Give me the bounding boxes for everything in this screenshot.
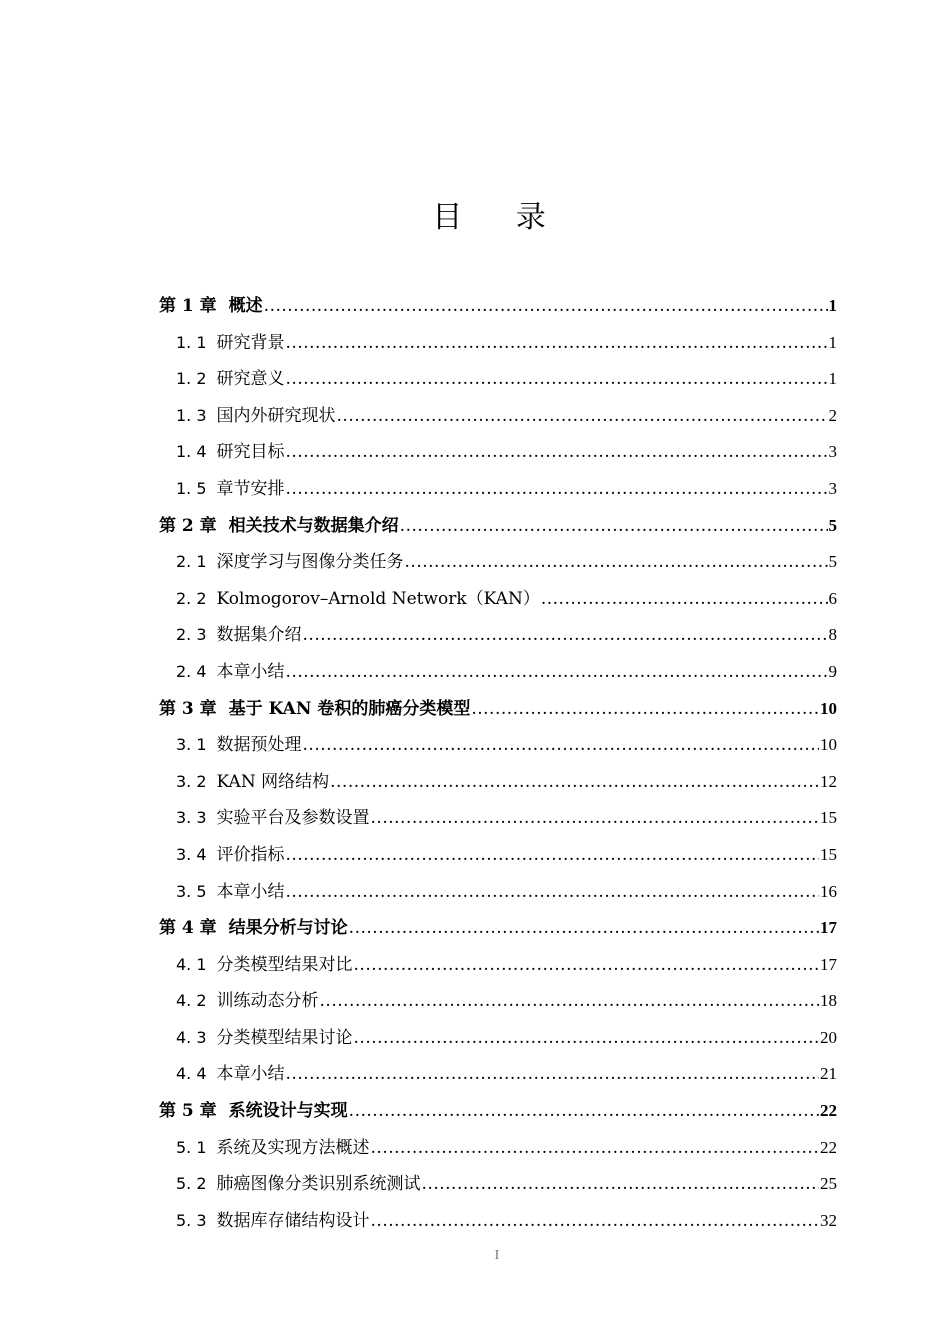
toc-section-entry[interactable]: [159, 874, 837, 911]
toc-dot-leader: [471, 691, 819, 728]
toc-chapter-entry[interactable]: [159, 910, 837, 947]
toc-entry-number: 5. 1: [176, 1137, 207, 1157]
toc-dot-leader: [286, 1056, 819, 1093]
toc-entry-label: 相关技术与数据集介绍: [228, 515, 399, 536]
toc-entry-number: 3. 1: [176, 735, 207, 755]
toc-entry-label: 分类模型结果讨论: [216, 1027, 353, 1048]
toc-entry-page: 15: [820, 844, 837, 864]
toc-section-entry[interactable]: [159, 1056, 837, 1093]
toc-entry-label: Kolmogorov–Arnold Network（KAN）: [216, 588, 540, 609]
toc-dot-leader: [286, 874, 819, 911]
toc-dot-leader: [303, 617, 828, 654]
toc-entry-label: 分类模型结果对比: [216, 954, 353, 975]
toc-entry-label: 本章小结: [216, 881, 285, 902]
toc-section-entry[interactable]: [159, 727, 837, 764]
toc-entry-label: 国内外研究现状: [216, 405, 336, 426]
toc-dot-leader: [371, 800, 819, 837]
toc-dot-leader: [337, 398, 828, 435]
toc-section-entry[interactable]: [159, 398, 837, 435]
toc-section-entry[interactable]: [159, 1130, 837, 1167]
toc-dot-leader: [400, 508, 828, 545]
toc-section-entry[interactable]: [159, 654, 837, 691]
toc-dot-leader: [286, 471, 828, 508]
toc-entry-label: KAN 网络结构: [216, 771, 330, 792]
toc-entry-label: 概述: [228, 296, 263, 316]
toc-dot-leader: [330, 764, 819, 801]
toc-section-entry[interactable]: [159, 581, 837, 618]
toc-dot-leader: [354, 1020, 819, 1057]
toc-entry-page: 22: [820, 1101, 837, 1121]
toc-entry-label: 本章小结: [216, 1064, 285, 1085]
toc-section-entry[interactable]: [159, 471, 837, 508]
toc-dot-leader: [286, 654, 828, 691]
toc-entry-label: 数据预处理: [216, 735, 302, 756]
toc-entry-number: 2. 3: [176, 625, 207, 645]
toc-entry-number: 1. 4: [176, 442, 207, 462]
toc-chapter-entry[interactable]: [159, 1093, 837, 1130]
toc-entry-label: 数据集介绍: [216, 625, 302, 646]
toc-entry-number: 4. 4: [176, 1064, 207, 1084]
toc-entry-page: 5: [828, 515, 837, 535]
toc-section-entry[interactable]: [159, 800, 837, 837]
toc-entry-number: 2. 1: [176, 552, 207, 572]
toc-entry-page: 10: [820, 735, 837, 755]
toc-title: 目 录: [432, 200, 568, 235]
toc-entry-label: 评价指标: [216, 844, 285, 865]
toc-section-entry[interactable]: [159, 837, 837, 874]
toc-dot-leader: [264, 288, 828, 325]
toc-entry-label: 深度学习与图像分类任务: [216, 552, 404, 573]
toc-dot-leader: [286, 361, 828, 398]
toc-entry-label: 研究背景: [216, 332, 285, 353]
toc-entry-page: 12: [820, 771, 837, 791]
toc-list: [159, 288, 837, 1239]
toc-entry-label: 肺癌图像分类识别系统测试: [216, 1174, 421, 1195]
toc-entry-number: 2. 4: [176, 661, 207, 681]
toc-entry-number: 第 4 章: [159, 918, 217, 939]
toc-section-entry[interactable]: [159, 434, 837, 471]
toc-entry-label: 实验平台及参数设置: [216, 808, 370, 829]
toc-dot-leader: [286, 325, 828, 362]
toc-dot-leader: [371, 1130, 819, 1167]
toc-section-entry[interactable]: [159, 983, 837, 1020]
toc-section-entry[interactable]: [159, 1166, 837, 1203]
toc-dot-leader: [303, 727, 819, 764]
toc-dot-leader: [349, 1093, 819, 1130]
toc-entry-number: 3. 4: [176, 844, 207, 864]
toc-entry-number: 第 3 章: [159, 698, 217, 719]
toc-entry-page: 1: [828, 369, 837, 389]
toc-entry-number: 1. 1: [176, 332, 207, 352]
toc-entry-label: 本章小结: [216, 661, 285, 682]
toc-entry-page: 18: [820, 991, 837, 1011]
toc-entry-page: 17: [820, 954, 837, 974]
toc-entry-number: 1. 5: [176, 478, 207, 498]
toc-section-entry[interactable]: [159, 764, 837, 801]
toc-section-entry[interactable]: [159, 617, 837, 654]
toc-entry-number: 第 1 章: [159, 296, 217, 316]
toc-entry-label: 基于 KAN 卷积的肺癌分类模型: [228, 698, 471, 719]
toc-entry-label: 研究目标: [216, 442, 285, 463]
toc-entry-number: 5. 2: [176, 1174, 207, 1194]
toc-section-entry[interactable]: [159, 325, 837, 362]
toc-dot-leader: [349, 910, 819, 947]
toc-entry-page: 1: [828, 296, 837, 315]
toc-entry-number: 4. 1: [176, 954, 207, 974]
toc-chapter-entry[interactable]: [159, 508, 837, 545]
toc-section-entry[interactable]: [159, 361, 837, 398]
toc-entry-label: 研究意义: [216, 369, 285, 390]
toc-dot-leader: [405, 544, 828, 581]
toc-dot-leader: [286, 837, 819, 874]
toc-entry-page: 5: [828, 552, 837, 572]
toc-section-entry[interactable]: [159, 947, 837, 984]
toc-entry-page: 10: [820, 698, 837, 718]
toc-chapter-entry[interactable]: [159, 691, 837, 728]
toc-entry-number: 第 2 章: [159, 515, 217, 536]
toc-entry-number: 4. 3: [176, 1027, 207, 1047]
toc-entry-number: 4. 2: [176, 991, 207, 1011]
toc-entry-page: 17: [820, 918, 837, 938]
toc-entry-page: 8: [828, 625, 837, 645]
toc-chapter-entry[interactable]: [159, 288, 837, 325]
toc-section-entry[interactable]: [159, 544, 837, 581]
page-number: I: [494, 1248, 500, 1263]
toc-entry-page: 9: [828, 661, 837, 681]
toc-entry-number: 3. 3: [176, 808, 207, 828]
toc-entry-page: 25: [820, 1174, 837, 1194]
toc-entry-label: 训练动态分析: [216, 991, 319, 1012]
toc-dot-leader: [354, 947, 819, 984]
toc-section-entry[interactable]: [159, 1020, 837, 1057]
toc-entry-number: 第 5 章: [159, 1101, 217, 1122]
toc-dot-leader: [541, 581, 828, 618]
toc-entry-label: 系统设计与实现: [228, 1101, 348, 1122]
toc-entry-page: 3: [828, 478, 837, 498]
toc-entry-page: 32: [820, 1210, 837, 1230]
toc-entry-number: 1. 2: [176, 369, 207, 389]
toc-dot-leader: [320, 983, 819, 1020]
toc-entry-number: 3. 2: [176, 771, 207, 791]
toc-entry-page: 21: [820, 1064, 837, 1084]
toc-entry-page: 3: [828, 442, 837, 462]
toc-entry-page: 20: [820, 1027, 837, 1047]
toc-entry-label: 结果分析与讨论: [228, 918, 348, 939]
toc-entry-page: 15: [820, 808, 837, 828]
toc-section-entry[interactable]: [159, 1203, 837, 1240]
toc-entry-label: 系统及实现方法概述: [216, 1137, 370, 1158]
toc-entry-label: 章节安排: [216, 478, 285, 499]
toc-entry-number: 1. 3: [176, 405, 207, 425]
toc-entry-page: 6: [828, 588, 837, 608]
toc-entry-label: 数据库存储结构设计: [216, 1210, 370, 1231]
toc-entry-page: 2: [828, 405, 837, 425]
toc-dot-leader: [422, 1166, 819, 1203]
toc-entry-number: 3. 5: [176, 881, 207, 901]
toc-entry-page: 16: [820, 881, 837, 901]
toc-dot-leader: [286, 434, 828, 471]
toc-dot-leader: [371, 1203, 819, 1240]
toc-entry-number: 2. 2: [176, 588, 207, 608]
toc-entry-page: 1: [828, 332, 837, 352]
toc-entry-number: 5. 3: [176, 1210, 207, 1230]
toc-entry-page: 22: [820, 1137, 837, 1157]
